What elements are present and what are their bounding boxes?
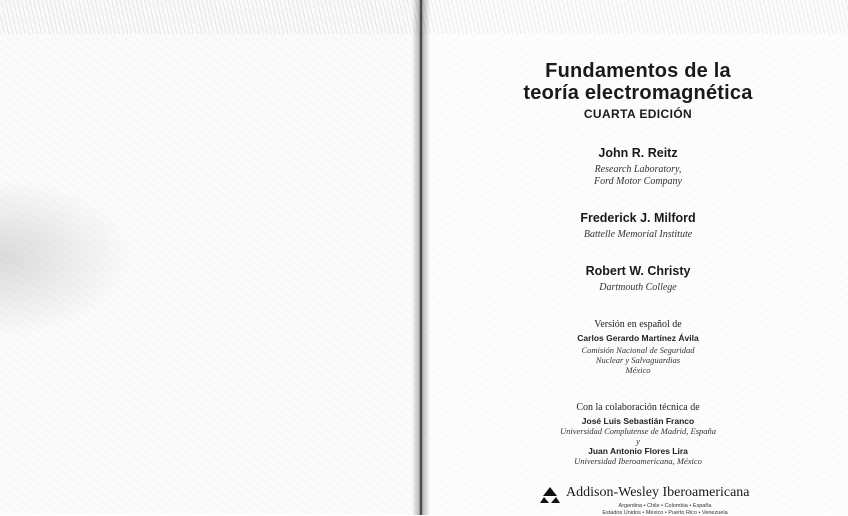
publisher-block xyxy=(540,483,780,513)
translator-name: Carlos Gerardo Martínez Ávila xyxy=(470,333,806,343)
collaborator-affiliation: Universidad Iberoamericana, México xyxy=(470,456,806,466)
publisher-countries-line1: Argentina • Chile • Colombia • España xyxy=(550,503,780,510)
book-title-line1: Fundamentos de la xyxy=(470,60,806,82)
book-title-line2: teoría electromagnética xyxy=(470,82,806,104)
book-spine-gutter xyxy=(412,0,430,515)
scan-noise-left xyxy=(0,0,420,34)
author-block-3 xyxy=(470,264,806,294)
author-name: Frederick J. Milford xyxy=(470,211,806,225)
collaboration-conjunction: y xyxy=(470,436,806,446)
publisher-countries xyxy=(550,503,780,516)
translator-affiliation: Comisión Nacional de Seguridad xyxy=(470,345,806,355)
translation-block xyxy=(470,319,806,375)
collaborator-affiliation: Universidad Complutense de Madrid, España xyxy=(470,426,806,436)
author-name: Robert W. Christy xyxy=(470,264,806,278)
author-block-1 xyxy=(470,146,806,188)
scan-noise-right xyxy=(422,0,848,34)
author-name: John R. Reitz xyxy=(470,146,806,160)
author-affiliation: Dartmouth College xyxy=(470,282,806,294)
translator-affiliation: México xyxy=(470,365,806,375)
left-blank-page xyxy=(0,0,420,515)
edition-label: CUARTA EDICIÓN xyxy=(470,107,806,121)
author-block-2 xyxy=(470,211,806,241)
translation-heading: Versión en español de xyxy=(470,319,806,330)
publisher-logo-icon xyxy=(540,486,560,504)
book-title xyxy=(470,60,806,104)
author-affiliation: Ford Motor Company xyxy=(470,176,806,188)
translator-affiliation: Nuclear y Salvaguardias xyxy=(470,355,806,365)
collaboration-heading: Con la colaboración técnica de xyxy=(470,402,806,413)
collaboration-block xyxy=(470,402,806,466)
author-affiliation: Research Laboratory, xyxy=(470,164,806,176)
author-affiliation: Battelle Memorial Institute xyxy=(470,229,806,241)
publisher-name: Addison-Wesley Iberoamericana xyxy=(566,485,776,501)
publisher-countries-line2: Estados Unidos • México • Puerto Rico • Venezuela xyxy=(550,510,780,516)
collaborator-name: José Luis Sebastián Franco xyxy=(470,416,806,426)
collaborator-name: Juan Antonio Flores Lira xyxy=(470,446,806,456)
